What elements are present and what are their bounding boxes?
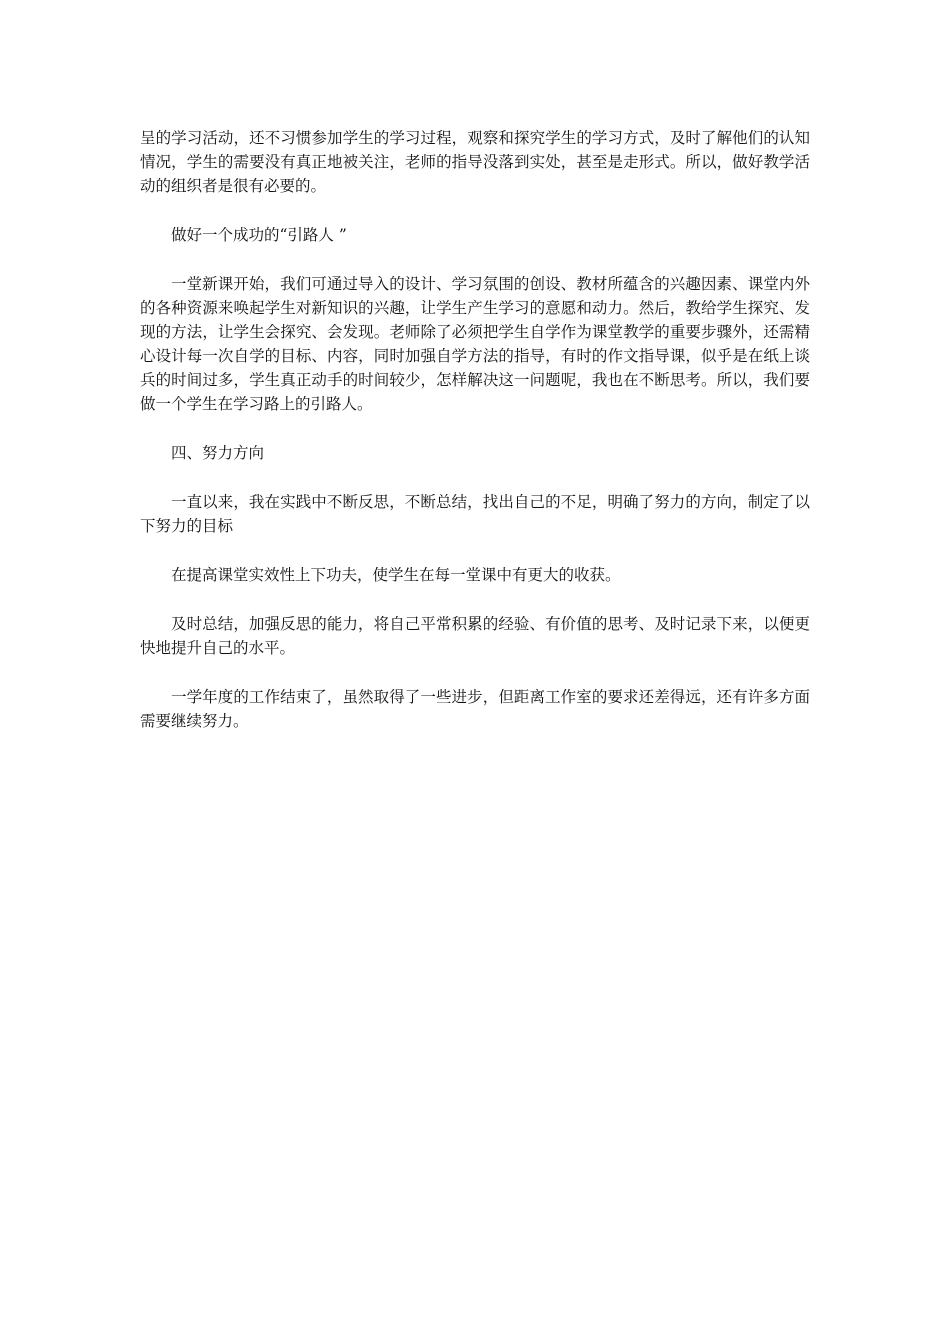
paragraph-conclusion: 一学年度的工作结束了，虽然取得了一些进步，但距离工作室的要求还差得远，还有许多方面需要继续努力。 [140,688,810,730]
paragraph-guide-body: 一堂新课开始，我们可通过导入的设计、学习氛围的创设、教材所蕴含的兴趣因素、课堂内外的各种资源来唤起学生对新知识的兴趣，让学生产生学习的意愿和动力。然后，教给学生探究、发现的方法，让学生会探究、会发现。老师除了必须把学生自学作为课堂教学的重要步骤外，还需精心设计每一次自学的目标、内容，同时加强自学方法的指导，有时的作文指导课，似乎是在纸上谈兵的时间过多，学生真正动手的时间较少，怎样解决这一问题呢，我也在不断思考。所以，我们要做一个学生在学习路上的引路人。 [140,275,810,413]
paragraph-direction-intro: 一直以来，我在实践中不断反思，不断总结，找出自己的不足，明确了努力的方向，制定了以下努力的目标 [140,493,810,535]
paragraph-goal-one: 在提高课堂实效性上下功夫，使学生在每一堂课中有更大的收获。 [171,566,621,584]
paragraph-goal-two: 及时总结，加强反思的能力，将自己平常积累的经验、有价值的思考、及时记录下来，以便更快地提升自己的水平。 [140,615,810,657]
section-heading-direction: 四、努力方向 [171,444,265,462]
document-body [140,126,810,758]
section-heading-guide: 做好一个成功的“引路人 ” [171,226,347,244]
paragraph-continuation: 呈的学习活动，还不习惯参加学生的学习过程，观察和探究学生的学习方式，及时了解他们的认知情况，学生的需要没有真正地被关注，老师的指导没落到实处，甚至是走形式。所以，做好教学活动的组织者是很有必要的。 [140,129,810,195]
